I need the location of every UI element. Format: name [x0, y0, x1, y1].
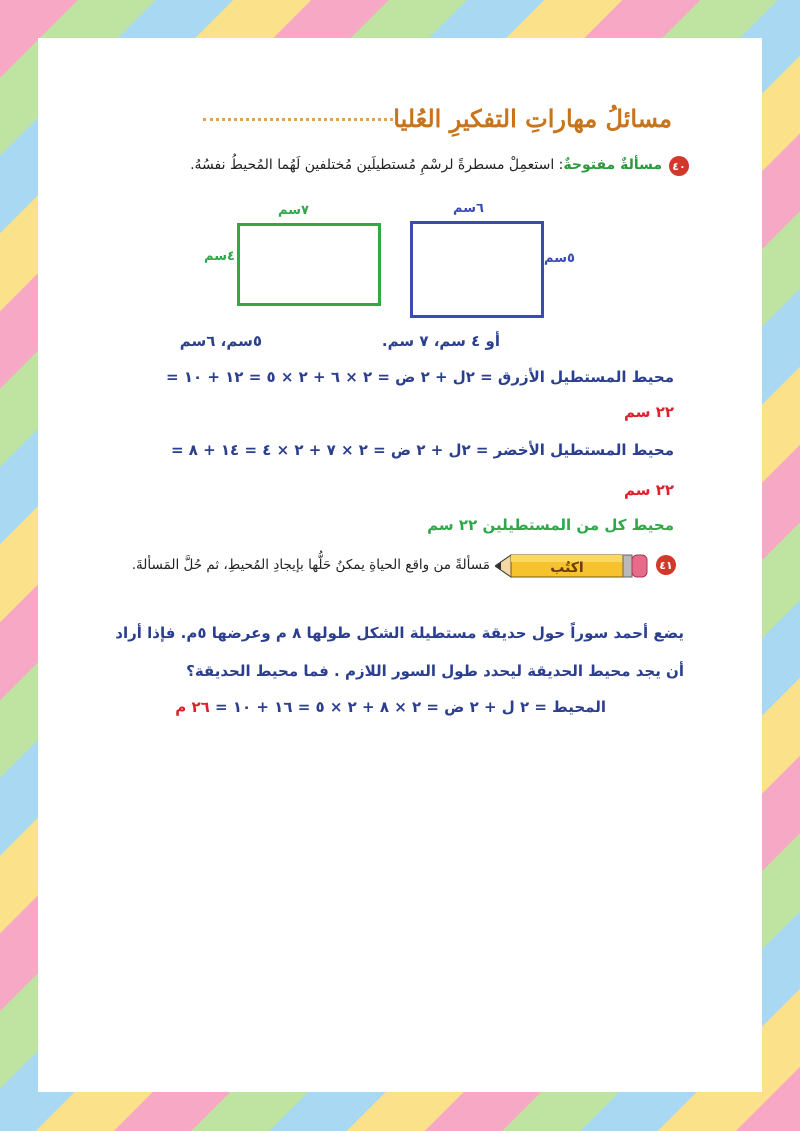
question-41-badge: ٤١ — [656, 555, 676, 575]
story-solution — [175, 698, 606, 716]
blue-perimeter-line: محيط المستطيل الأزرق = ٢ل + ٢ ض = ٢ × ٦ + ٢ × ٥ = ١٢ + ١٠ = — [166, 368, 674, 386]
question-40-lead: مسألةٌ مفتوحةٌ — [563, 157, 662, 173]
green-perimeter-result: ٢٢ سم — [623, 481, 674, 499]
both-perimeter-line: محيط كل من المستطيلين ٢٢ سم — [427, 516, 674, 534]
question-41-text: مَسألةً من واقع الحياةِ يمكنُ حَلُّها بإيجادِ المُحيطِ، ثم حُلَّ المَسألةَ. — [131, 557, 490, 573]
question-40-body: : استعمِلْ مسطرةً لرسْمِ مُستطيلَين مُختلفين لَهُما المُحيطُ نفسُهُ. — [190, 157, 564, 173]
pencil-label: اكتُب — [550, 560, 584, 576]
worksheet-page — [38, 38, 762, 1092]
pencil-icon — [495, 551, 651, 581]
title-dotted-line — [203, 118, 393, 121]
blue-perimeter-result: ٢٢ سم — [623, 403, 674, 421]
green-perimeter-line: محيط المستطيل الأخضر = ٢ل + ٢ ض = ٢ × ٧ + ٢ × ٤ = ١٤ + ٨ = — [170, 441, 674, 459]
story-line-1: يضع أحمد سوراً حول حديقة مستطيلة الشكل طولها ٨ م وعرضها ٥م. فإذا أراد — [115, 624, 684, 642]
green-rect-top-label: ٧سم — [278, 203, 309, 218]
blue-rect-side-label: ٥سم — [544, 251, 575, 266]
alt-dimensions-2: أو ٤ سم، ٧ سم. — [381, 332, 500, 350]
alt-dimensions-1: ٥سم، ٦سم — [179, 332, 262, 350]
story-solution-text: المحيط = ٢ ل + ٢ ض = ٢ × ٨ + ٢ × ٥ = ١٦ + ١٠ = — [215, 698, 606, 716]
section-title: مسائلُ مهاراتِ التفكيرِ العُليا — [393, 104, 672, 133]
blue-rect-top-label: ٦سم — [453, 201, 484, 216]
blue-rectangle — [410, 221, 544, 318]
story-line-2: أن يجد محيط الحديقة ليحدد طول السور اللازم . فما محيط الحديقة؟ — [186, 662, 684, 680]
green-rectangle — [237, 223, 381, 306]
question-40-text — [190, 157, 662, 173]
question-40-badge: ٤٠ — [669, 156, 689, 176]
green-rect-side-label: ٤سم — [204, 249, 235, 264]
story-solution-result: ٢٦ م — [175, 698, 210, 716]
